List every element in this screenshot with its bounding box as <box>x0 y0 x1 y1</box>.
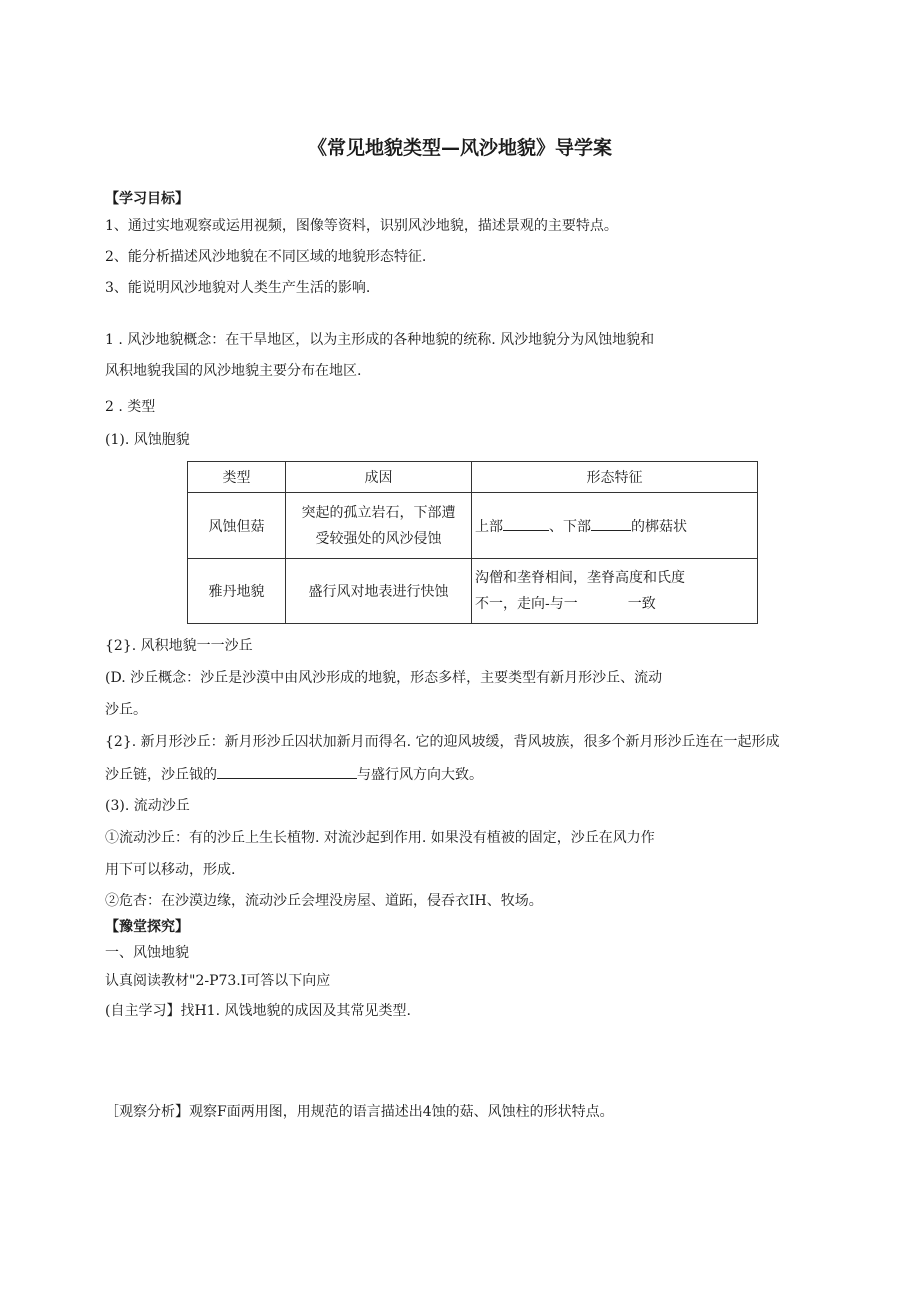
mobile-dune-heading: (3). 流动沙丘 <box>105 798 190 814</box>
row1-feature-b: 、下部 <box>549 518 591 535</box>
row2-feature <box>472 559 758 624</box>
landform-table <box>187 461 758 624</box>
aeolian-heading: {2}. 风积地貌一一沙丘 <box>105 638 253 654</box>
table-header-type: 类型 <box>188 462 286 493</box>
fill-blank[interactable] <box>503 517 549 531</box>
mobile-dune-harm: ②危杏：在沙漠边缘，流动沙丘会埋没房屋、道跖，侵吞衣IH、牧场。 <box>105 893 543 909</box>
fill-blank[interactable] <box>217 765 357 779</box>
barchan-line-1: {2}. 新月形沙丘：新月形沙丘囚状加新月而得名. 它的迎风坡缓，背风坡族，很多个新月形沙丘连在一起形成 <box>105 734 780 750</box>
objectives-heading: 【学习目标】 <box>105 191 189 207</box>
barchan-line-2b: 与盛行风方向大致。 <box>357 767 483 783</box>
row1-feature-c: 的梆菇状 <box>631 518 687 535</box>
types-heading: 2 . 类型 <box>105 399 156 415</box>
mobile-dune-line-2: 用下可以移动，形成. <box>105 862 236 878</box>
row1-cause-line2: 受较强处的风沙侵蚀 <box>315 530 442 547</box>
explore-subheading: 一、风蚀地貌 <box>105 945 189 961</box>
dune-concept-line-1: (D. 沙丘概念：沙丘是沙漠中由风沙形成的地貌，形态多样，主要类型有新月形沙丘、流动 <box>105 670 663 686</box>
objective-item-1: 1、通过实地观察或运用视频，图像等资料，识别风沙地貌，描述景观的主要特点。 <box>105 218 618 234</box>
explore-observe: ［观察分析】观察F面两用图，用规范的语言描述出4蚀的菇、风蚀柱的形状特点。 <box>105 1104 614 1120</box>
row2-feature-line1: 沟僧和垄脊相间，垄脊高度和氏度 <box>475 570 685 586</box>
row2-feature-l2b: 一致 <box>627 596 656 612</box>
barchan-line-2a: 沙丘链，沙丘钺的 <box>105 767 217 783</box>
table-header-cause: 成因 <box>286 462 472 493</box>
types-subheading-1: (1). 风蚀胞貌 <box>105 432 190 448</box>
concept-line-2: 风积地貌我国的风沙地貌主要分布在地区. <box>105 363 362 379</box>
objective-item-3: 3、能说明风沙地貌对人类生产生活的影响. <box>105 280 371 296</box>
row2-cause: 盛行风对地表进行快蚀 <box>286 559 472 624</box>
row1-feature-a: 上部 <box>475 518 503 535</box>
explore-self-study: (自主学习】找H1. 风饯地貌的成因及其常见类型. <box>105 1003 411 1019</box>
explore-heading: 【豫堂探究】 <box>105 919 189 935</box>
row2-feature-l2a: 不一，走向-与一 <box>475 596 578 612</box>
dune-concept-line-2: 沙丘。 <box>105 702 147 718</box>
page-title: 《常见地貌类型—风沙地貌》导学案 <box>307 137 612 159</box>
row1-cause-line1: 突起的孤立岩石，下部遭 <box>301 504 456 521</box>
concept-line-1: 1 . 风沙地貌概念：在干旱地区，以为主形成的各种地貌的统称. 风沙地貌分为风蚀地貌和 <box>105 332 655 348</box>
row1-cause <box>286 493 472 559</box>
mobile-dune-line-1: ①流动沙丘：有的沙丘上生长植物. 对流沙起到作用. 如果没有植被的固定，沙丘在风力作 <box>105 830 655 846</box>
table-header-feature: 形态特征 <box>472 462 758 493</box>
table-row <box>188 493 758 559</box>
row2-type: 雅丹地貌 <box>188 559 286 624</box>
fill-blank[interactable] <box>591 517 631 531</box>
row1-feature <box>472 493 758 559</box>
row1-type: 风蚀但菇 <box>188 493 286 559</box>
table-row <box>188 559 758 624</box>
barchan-line-2 <box>105 765 483 784</box>
explore-read: 认真阅读教材"2-P73.I可答以下向应 <box>105 973 331 989</box>
objective-item-2: 2、能分析描述风沙地貌在不同区域的地貌形态特征. <box>105 249 427 265</box>
row2-feature-line2 <box>475 591 757 617</box>
